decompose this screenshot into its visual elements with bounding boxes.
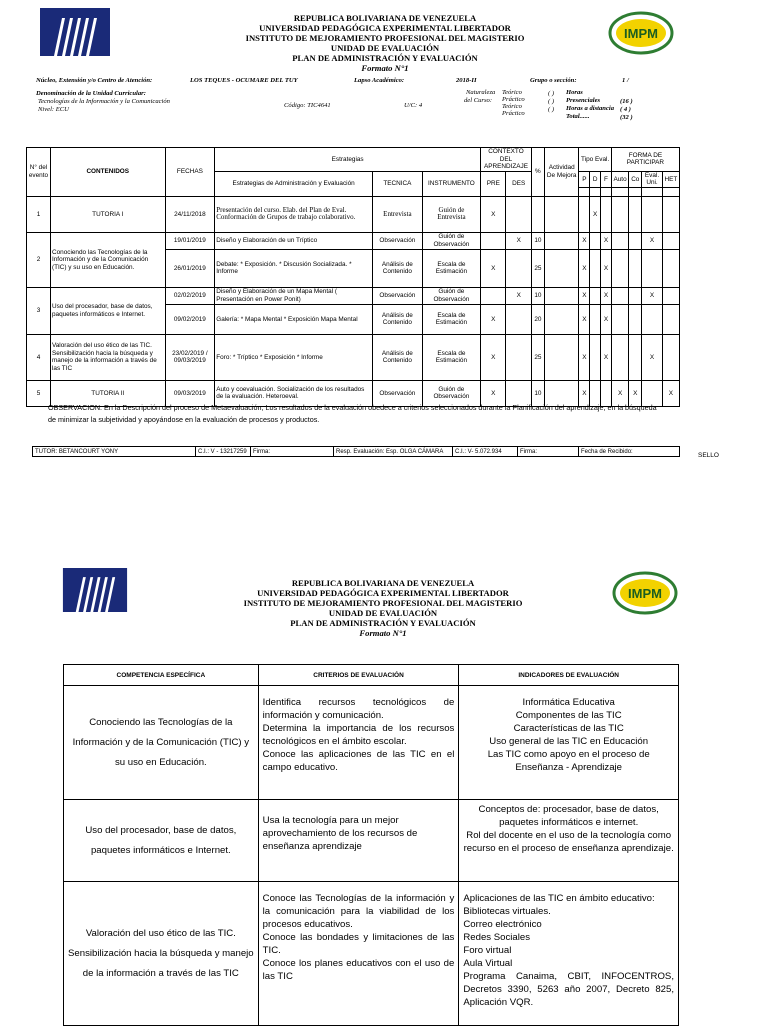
criterios-cell: Identifica recursos tecnológicos de información y comunicación. Determina la importancia de los recursos tecnológicos en el ámbito escolar. Conoce las aplicaciones de las TIC en el campo educativo. — [258, 686, 459, 800]
cell-auto — [611, 196, 628, 232]
horas-presenciales: Presenciales — [566, 97, 601, 104]
cell-d — [590, 304, 601, 334]
cell-co — [629, 196, 642, 232]
cell-fecha: 19/01/2019 — [165, 232, 215, 249]
cell-des — [506, 196, 531, 232]
cell-pre: X — [481, 196, 506, 232]
th-p: P — [579, 171, 590, 187]
criterios-cell: Usa la tecnología para un mejor aprovechamiento de los recursos de enseñanza aprendizaje — [258, 800, 459, 882]
cell-act — [544, 249, 579, 287]
tutor-firma: Firma: — [251, 447, 334, 457]
cell-co — [629, 334, 642, 380]
th-competencia: COMPETENCIA ESPECÍFICA — [64, 665, 259, 686]
cell-num: 3 — [27, 287, 51, 334]
cell-p: X — [579, 287, 590, 304]
impm-logo-text: IMPM — [628, 586, 662, 601]
cell-auto — [611, 334, 628, 380]
cell-fecha: 23/02/2019 / 09/03/2019 — [165, 334, 215, 380]
cell-pct — [531, 196, 544, 232]
header-line: REPUBLICA BOLIVARIANA DE VENEZUELA — [291, 578, 475, 588]
naturaleza-option: Práctico — [502, 96, 525, 103]
plan-table — [26, 147, 680, 407]
cell-fecha: 26/01/2019 — [165, 249, 215, 287]
th-actividad: Actividad De Mejora — [544, 148, 579, 197]
cell-auto: X — [611, 380, 628, 406]
cell-act — [544, 334, 579, 380]
lapso-label: Lapso Académico: — [354, 77, 405, 84]
denominacion-label: Denominación de la Unidad Curricular: — [36, 90, 146, 97]
cell-het — [662, 232, 679, 249]
competencia-cell: Valoración del uso ético de las TIC. Sensibilización hacia la búsqueda y manejo de la información a través de las TIC — [64, 882, 259, 1026]
cell-fecha: 09/02/2019 — [165, 304, 215, 334]
cell-uni: X — [642, 232, 663, 249]
th-auto: Auto — [611, 171, 628, 187]
cell-des — [506, 249, 531, 287]
cell-des — [506, 304, 531, 334]
cell-contenido: Conociendo las Tecnologías de la Información y de la Comunicación (TIC) y su uso en Educación. — [50, 232, 165, 287]
nucleo-value: LOS TEQUES - OCUMARE DEL TUY — [190, 77, 298, 84]
cell-pct: 10 — [531, 287, 544, 304]
cell-instrumento: Guión de Observación — [422, 232, 480, 249]
uc: U/C: 4 — [404, 102, 423, 109]
th-contexto: CONTEXTO DEL APRENDIZAJE — [481, 148, 532, 172]
indicadores-cell: Aplicaciones de las TIC en ámbito educativo: Bibliotecas virtuales. Correo electrónico Redes Sociales Foro virtual Aula Virtual Programa Canaima, CBIT, INFOCENTROS, Decretos 3390, 5263 año 2007, Decreto 825, Aplicación VQR. — [459, 882, 679, 1026]
indicadores-cell: Informática Educativa Componentes de las TIC Características de las TIC Uso general de las TIC en Educación Las TIC como apoyo en el proceso de Enseñanza - Aprendizaje — [459, 686, 679, 800]
cell-co — [629, 304, 642, 334]
th-co: Co — [629, 171, 642, 187]
naturaleza-option: Práctico — [502, 110, 525, 117]
upel-logo — [62, 568, 128, 612]
grupo-value: 1 / — [622, 77, 629, 84]
cell-estrategia: Foro: * Tríptico * Exposición * Informe — [215, 334, 373, 380]
cell-tecnica: Observación — [373, 232, 423, 249]
header-line: UNIVERSIDAD PEDAGÓGICA EXPERIMENTAL LIBERTADOR — [257, 588, 509, 598]
competencia-cell: Conociendo las Tecnologías de la Información y de la Comunicación (TIC) y su uso en Educación. — [64, 686, 259, 800]
th-forma: FORMA DE PARTICIPAR — [611, 148, 679, 172]
th-indicadores: INDICADORES DE EVALUACIÓN — [459, 665, 679, 686]
cell-fecha: 24/11/2018 — [165, 196, 215, 232]
nucleo-label: Núcleo, Extensión y/o Centro de Atención: — [36, 77, 153, 84]
resp-firma: Firma: — [518, 447, 579, 457]
th-d: D — [590, 171, 601, 187]
cell-d — [590, 334, 601, 380]
resp-ci: C.I.: V- 5.072.934 — [453, 447, 518, 457]
cell-act — [544, 196, 579, 232]
th-instrumento: INSTRUMENTO — [422, 171, 480, 196]
cell-tecnica: Análisis de Contenido — [373, 249, 423, 287]
table-row — [64, 686, 679, 800]
cell-pre: X — [481, 380, 506, 406]
cell-d — [590, 287, 601, 304]
institution-header — [198, 578, 568, 638]
paren-box: ( ) — [548, 106, 555, 113]
lapso-value: 2018-II — [456, 77, 477, 84]
cell-het — [662, 334, 679, 380]
header-line: INSTITUTO DE MEJORAMIENTO PROFESIONAL DEL MAGISTERIO — [245, 33, 525, 43]
cell-instrumento: Guión de Observación — [422, 380, 480, 406]
cell-tecnica: Entrevista — [373, 196, 423, 232]
impm-logo-text: IMPM — [624, 26, 658, 41]
th-n-evento: N° del evento — [27, 148, 51, 197]
table-row — [27, 232, 680, 249]
cell-estrategia: Galería: * Mapa Mental * Exposición Mapa Mental — [215, 304, 373, 334]
cell-act — [544, 232, 579, 249]
horas-total: Total...... — [566, 113, 590, 120]
th-pct: % — [531, 148, 544, 197]
cell-co: X — [629, 380, 642, 406]
header-line: UNIVERSIDAD PEDAGÓGICA EXPERIMENTAL LIBERTADOR — [259, 23, 511, 33]
cell-pre — [481, 287, 506, 304]
cell-instrumento: Escala de Estimación — [422, 334, 480, 380]
cell-des — [506, 334, 531, 380]
cell-co — [629, 249, 642, 287]
header-line: INSTITUTO DE MEJORAMIENTO PROFESIONAL DEL MAGISTERIO — [243, 598, 523, 608]
cell-des: X — [506, 232, 531, 249]
cell-uni — [642, 196, 663, 232]
cell-estrategia: Diseño y Elaboración de un Tríptico — [215, 232, 373, 249]
horas-label: Horas — [566, 89, 583, 96]
fecha-recibido: Fecha de Recibido: — [579, 447, 680, 457]
cell-auto — [611, 304, 628, 334]
th-f: F — [601, 171, 612, 187]
cell-f: X — [601, 304, 612, 334]
cell-pct: 25 — [531, 249, 544, 287]
cell-num: 4 — [27, 334, 51, 380]
cell-auto — [611, 287, 628, 304]
cell-pre — [481, 232, 506, 249]
header-line: UNIDAD DE EVALUACIÓN — [330, 43, 440, 53]
cell-act — [544, 287, 579, 304]
cell-act — [544, 304, 579, 334]
cell-het: X — [662, 380, 679, 406]
cell-uni: X — [642, 334, 663, 380]
tutor-ci: C.I.: V - 13217259 — [196, 447, 251, 457]
cell-auto — [611, 232, 628, 249]
header-line: REPUBLICA BOLIVARIANA DE VENEZUELA — [293, 13, 477, 23]
cell-pre: X — [481, 304, 506, 334]
cell-pct: 25 — [531, 334, 544, 380]
cell-f: X — [601, 334, 612, 380]
horas-distancia: Horas a distancia — [566, 105, 614, 112]
criterios-cell: Conoce las Tecnologías de la información y la comunicación para la viabilidad de los procesos educativos. Conoce las bondades y limitaciones de las TIC. Conoce los planes educativos con el uso de las TIC — [258, 882, 459, 1026]
cell-d: X — [590, 196, 601, 232]
cell-p: X — [579, 232, 590, 249]
cell-het — [662, 304, 679, 334]
cell-instrumento: Escala de Estimación — [422, 249, 480, 287]
indicadores-cell: Conceptos de: procesador, base de datos, paquetes informáticos e internet. Rol del docente en el uso de la tecnología como recurso en el proceso de enseñanza aprendizaje. — [459, 800, 679, 882]
format-label: Formato N°1 — [359, 628, 407, 638]
paren-box: ( ) — [548, 90, 555, 97]
header-line: PLAN DE ADMINISTRACIÓN Y EVALUACIÓN — [292, 53, 478, 63]
table-row — [64, 800, 679, 882]
cell-p: X — [579, 334, 590, 380]
cell-estrategia: Diseño y Elaboración de un Mapa Mental ( Presentación en Power Ponit) — [215, 287, 373, 304]
cell-f — [601, 196, 612, 232]
cell-contenido: TUTORIA I — [50, 196, 165, 232]
cell-p — [579, 196, 590, 232]
competencia-cell: Uso del procesador, base de datos, paquetes informáticos e Internet. — [64, 800, 259, 882]
cell-uni: X — [642, 287, 663, 304]
cell-des: X — [506, 287, 531, 304]
th-eval-uni: Eval. Uni. — [642, 171, 663, 187]
sello-label: SELLO — [698, 452, 719, 459]
cell-het — [662, 287, 679, 304]
header-line: UNIDAD DE EVALUACIÓN — [328, 608, 438, 618]
cell-p: X — [579, 304, 590, 334]
impm-logo — [608, 10, 674, 56]
th-tecnica: TECNICA — [373, 171, 423, 196]
format-label: Formato N°1 — [361, 63, 409, 73]
table-row — [27, 287, 680, 304]
th-estrategias-sub: Estrategias de Administración y Evaluación — [215, 171, 373, 196]
header-line: PLAN DE ADMINISTRACIÓN Y EVALUACIÓN — [290, 618, 476, 628]
cell-p: X — [579, 249, 590, 287]
denominacion-value: Tecnologías de la Información y la Comunicación — [38, 98, 170, 105]
institution-header — [200, 13, 570, 73]
th-des: DES — [506, 171, 531, 196]
cell-pre: X — [481, 249, 506, 287]
cell-co — [629, 287, 642, 304]
competencias-table — [63, 664, 679, 1026]
th-tipo-eval: Tipo Eval. — [579, 148, 611, 172]
horas-value: ( 4 ) — [620, 106, 631, 113]
th-estrategias: Estrategias — [215, 148, 481, 172]
cell-estrategia: Auto y coevaluación. Socialización de los resultados de la evaluación. Heteroeval. — [215, 380, 373, 406]
tutor-name: TUTOR: BETANCOURT YONY — [33, 447, 196, 457]
cell-instrumento: Escala de Estimación — [422, 304, 480, 334]
signature-table — [32, 446, 680, 457]
cell-fecha: 02/02/2019 — [165, 287, 215, 304]
table-row — [27, 196, 680, 232]
cell-estrategia: Debate: * Exposición. * Discusión Socializada. * Informe — [215, 249, 373, 287]
cell-f: X — [601, 232, 612, 249]
cell-fecha: 09/03/2019 — [165, 380, 215, 406]
paren-box: ( ) — [548, 98, 555, 105]
horas-value: (16 ) — [620, 98, 633, 105]
cell-uni — [642, 304, 663, 334]
table-row — [27, 334, 680, 380]
nivel: Nivel: ECU — [38, 106, 69, 113]
cell-estrategia: Presentación del curso. Elab. del Plan de Eval. Conformación de Grupos de trabajo colaborativo. — [215, 196, 373, 232]
cell-pct: 10 — [531, 380, 544, 406]
cell-contenido: TUTORIA II — [50, 380, 165, 406]
cell-het — [662, 249, 679, 287]
cell-pct: 20 — [531, 304, 544, 334]
naturaleza-option: Teórico — [502, 89, 522, 96]
cell-num: 1 — [27, 196, 51, 232]
cell-contenido: Uso del procesador, base de datos, paquetes informáticos e Internet. — [50, 287, 165, 334]
th-het: HET — [662, 171, 679, 187]
cell-het — [662, 196, 679, 232]
resp-evaluacion: Resp. Evaluación: Esp. OLGA CÁMARA — [334, 447, 453, 457]
naturaleza-label-2: del Curso: — [464, 97, 493, 104]
impm-logo — [612, 570, 678, 616]
grupo-label: Grupo o sección: — [530, 77, 577, 84]
cell-uni — [642, 249, 663, 287]
cell-d — [590, 249, 601, 287]
cell-p: X — [579, 380, 590, 406]
th-fechas: FECHAS — [165, 148, 215, 197]
naturaleza-label: Naturaleza — [466, 89, 496, 96]
cell-contenido: Valoración del uso ético de las TIC. Sensibilización hacia la búsqueda y manejo de la información a través de las TIC — [50, 334, 165, 380]
th-criterios: CRITERIOS DE EVALUACIÓN — [258, 665, 459, 686]
cell-tecnica: Análisis de Contenido — [373, 334, 423, 380]
cell-pre: X — [481, 334, 506, 380]
cell-tecnica: Observación — [373, 287, 423, 304]
cell-instrumento: Guión de Observación — [422, 287, 480, 304]
cell-tecnica: Análisis de Contenido — [373, 304, 423, 334]
th-pre: PRE — [481, 171, 506, 196]
cell-d — [590, 232, 601, 249]
cell-num: 5 — [27, 380, 51, 406]
naturaleza-option: Teórico — [502, 103, 522, 110]
table-row — [64, 882, 679, 1026]
cell-instrumento: Guión de Entrevista — [422, 196, 480, 232]
cell-pct: 10 — [531, 232, 544, 249]
cell-tecnica: Observación — [373, 380, 423, 406]
upel-logo — [40, 8, 110, 56]
cell-auto — [611, 249, 628, 287]
th-contenidos: CONTENIDOS — [50, 148, 165, 197]
observacion-text: OBSERVACION: En la Descripción del proceso de Metaevaluación, Los resultados de la evaluación obedece a criterios seleccionados durante la Planificación del aprendizaje, en la búsqueda de minimizar la subjetividad y apoyándose en la evaluación de procesos y productos. — [48, 403, 657, 424]
codigo: Código: TIC4641 — [284, 102, 331, 109]
horas-value: (32 ) — [620, 114, 633, 121]
cell-num: 2 — [27, 232, 51, 287]
cell-f: X — [601, 249, 612, 287]
cell-co — [629, 232, 642, 249]
cell-f: X — [601, 287, 612, 304]
